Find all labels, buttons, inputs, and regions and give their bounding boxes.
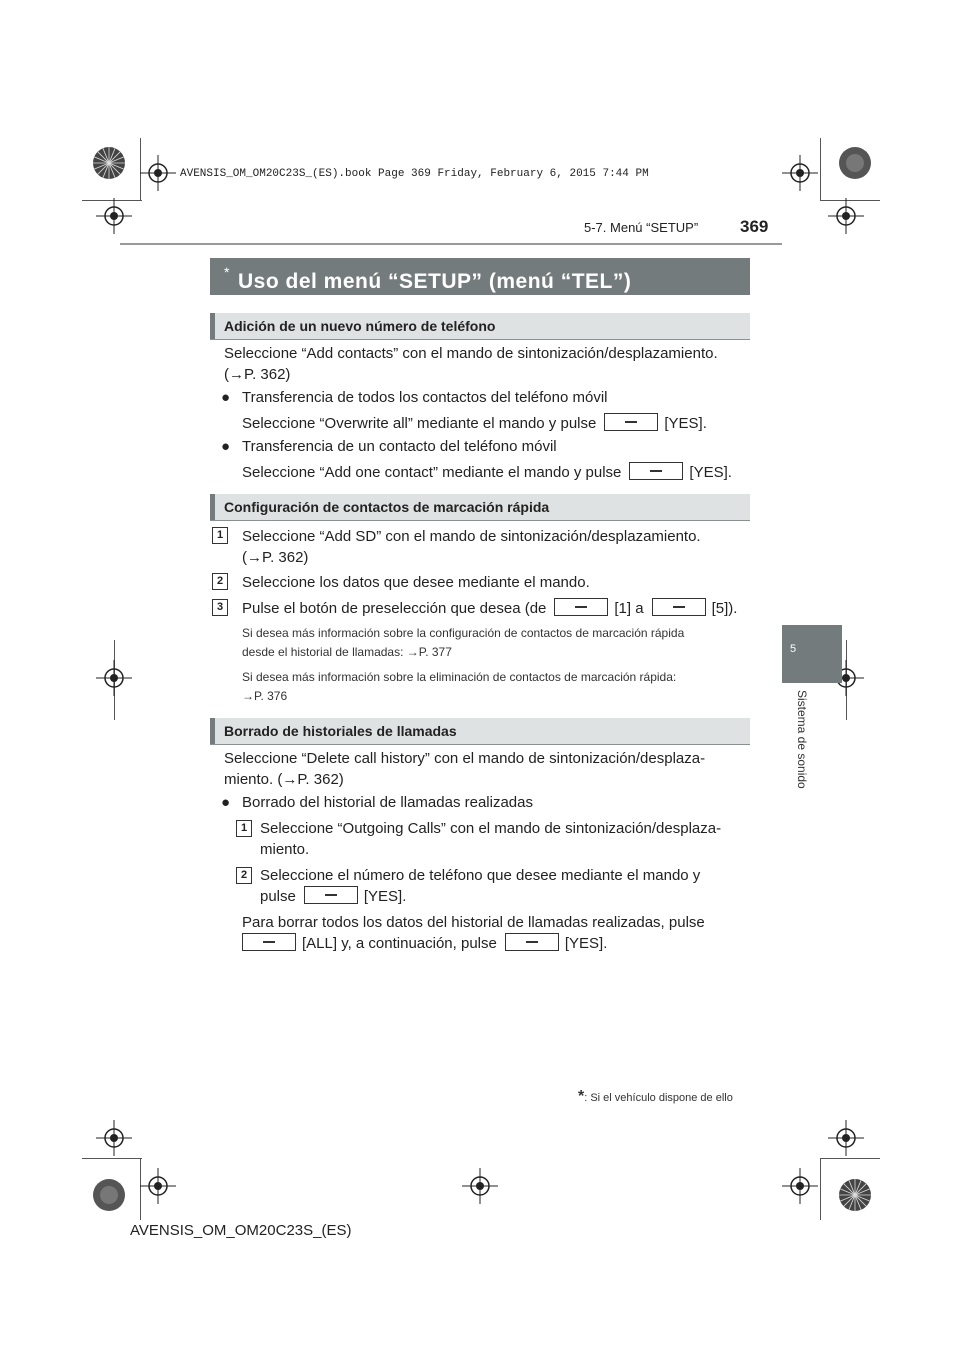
step-number: 2 bbox=[236, 867, 252, 884]
registration-mark-icon bbox=[782, 1168, 818, 1204]
control-button-icon bbox=[505, 933, 559, 951]
footnote-marker: * bbox=[578, 1088, 585, 1105]
note-text: Si desea más información sobre la eliminación de contactos de marcación rápida: bbox=[242, 670, 677, 684]
registration-mark-icon bbox=[140, 155, 176, 191]
paragraph: Para borrar todos los datos del historial de llamadas realizadas, pulse bbox=[242, 914, 705, 931]
section-heading-call-history: Borrado de historiales de llamadas bbox=[210, 718, 750, 745]
paragraph: Seleccione “Delete call history” con el mando de sintonización/desplaza- bbox=[224, 750, 706, 767]
step-text: Seleccione el número de teléfono que desee mediante el mando y bbox=[260, 867, 701, 884]
document-id: AVENSIS_OM_OM20C23S_(ES) bbox=[130, 1222, 352, 1239]
registration-mark-icon bbox=[828, 198, 864, 234]
control-button-icon bbox=[629, 462, 683, 480]
print-info-line: AVENSIS_OM_OM20C23S_(ES).book Page 369 Friday, February 6, 2015 7:44 PM bbox=[180, 168, 649, 180]
color-target-icon bbox=[838, 1178, 872, 1212]
step-number: 1 bbox=[236, 820, 252, 837]
page-number: 369 bbox=[740, 217, 769, 236]
control-button-icon bbox=[652, 598, 706, 616]
page-title bbox=[210, 258, 750, 295]
note-text: Si desea más información sobre la configuración de contactos de marcación rápida bbox=[242, 626, 685, 640]
section-heading-new-number: Adición de un nuevo número de teléfono bbox=[210, 313, 750, 340]
color-target-icon bbox=[838, 146, 872, 180]
page-title-text: Uso del menú “SETUP” (menú “TEL”) bbox=[238, 270, 632, 293]
registration-mark-icon bbox=[140, 1168, 176, 1204]
control-button-icon bbox=[554, 598, 608, 616]
step-number: 1 bbox=[212, 527, 228, 544]
step-text: Seleccione los datos que desee mediante el mando. bbox=[242, 574, 590, 591]
control-button-icon bbox=[304, 886, 358, 904]
step-text: Seleccione “Add SD” con el mando de sintonización/desplazamiento. bbox=[242, 528, 701, 545]
title-marker: * bbox=[224, 264, 230, 280]
section-heading-speed-dial: Configuración de contactos de marcación rápida bbox=[210, 494, 750, 521]
paragraph: [ALL] y, a continuación, pulse [YES]. bbox=[242, 933, 607, 954]
color-target-icon bbox=[92, 146, 126, 180]
step-text: Pulse el botón de preselección que desea (de [1] a [5]). bbox=[242, 600, 738, 617]
chapter-number: 5 bbox=[790, 643, 797, 655]
note-text: →P. 376 bbox=[242, 689, 288, 703]
instruction-line: Seleccione “Overwrite all” mediante el mando y pulse [YES]. bbox=[242, 415, 707, 432]
header-rule bbox=[120, 243, 782, 245]
registration-mark-icon bbox=[96, 1120, 132, 1156]
chapter-label: Sistema de sonido bbox=[795, 690, 809, 789]
bullet-item: ● Borrado del historial de llamadas realizadas bbox=[242, 792, 533, 813]
step-text: pulse [YES]. bbox=[260, 888, 407, 905]
registration-mark-icon bbox=[96, 660, 132, 696]
chapter-tab bbox=[782, 625, 842, 683]
control-button-icon bbox=[242, 933, 296, 951]
step-number: 3 bbox=[212, 599, 228, 616]
bullet-item: ● Transferencia de todos los contactos del teléfono móvil bbox=[242, 387, 607, 408]
registration-mark-icon bbox=[462, 1168, 498, 1204]
step-text: miento. bbox=[260, 841, 310, 858]
step-number: 2 bbox=[212, 573, 228, 590]
registration-mark-icon bbox=[828, 1120, 864, 1156]
color-target-icon bbox=[92, 1178, 126, 1212]
bullet-item: ● Transferencia de un contacto del teléfono móvil bbox=[242, 436, 557, 457]
paragraph: Seleccione “Add contacts” con el mando de sintonización/desplazamiento. bbox=[224, 345, 718, 362]
instruction-line: Seleccione “Add one contact” mediante el mando y pulse [YES]. bbox=[242, 464, 732, 481]
step-text: (→P. 362) bbox=[242, 549, 309, 566]
step-text: Seleccione “Outgoing Calls” con el mando de sintonización/desplaza- bbox=[260, 820, 722, 837]
registration-mark-icon bbox=[782, 155, 818, 191]
registration-mark-icon bbox=[96, 198, 132, 234]
control-button-icon bbox=[604, 413, 658, 431]
note-text: desde el historial de llamadas: →P. 377 bbox=[242, 645, 452, 659]
section-label: 5-7. Menú “SETUP” bbox=[584, 220, 699, 235]
footnote: *: Si el vehículo dispone de ello bbox=[578, 1088, 733, 1105]
paragraph: miento. (→P. 362) bbox=[224, 771, 344, 788]
paragraph: (→P. 362) bbox=[224, 366, 291, 383]
